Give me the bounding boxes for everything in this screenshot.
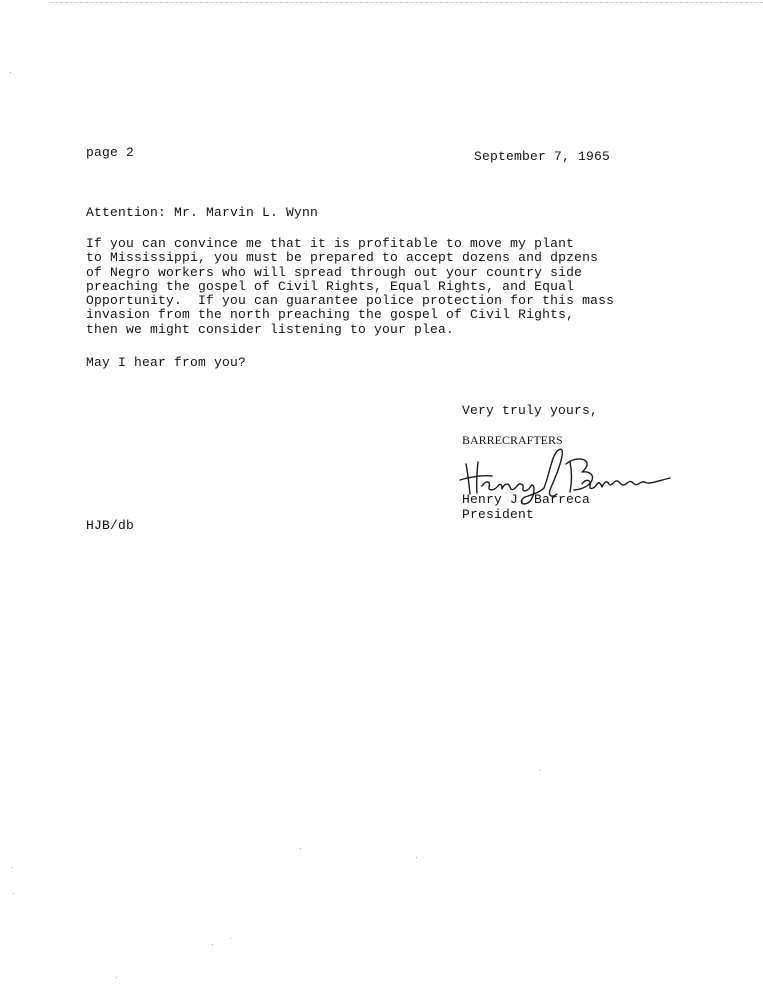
scan-speck [300, 848, 301, 849]
scan-speck [13, 893, 14, 894]
signer-name: Henry J. Barreca [462, 492, 591, 507]
scan-speck [12, 867, 13, 868]
letter-date: September 7, 1965 [474, 149, 611, 164]
closing-question: May I hear from you? [86, 355, 247, 370]
scan-speck [212, 944, 213, 945]
body-line: Opportunity. If you can guarantee police protection for this mass [86, 293, 615, 309]
body-line: of Negro workers who will spread through out your country side [86, 264, 583, 280]
complimentary-closing: Very truly yours, [462, 403, 599, 418]
attention-line: Attention: Mr. Marvin L. Wynn [86, 205, 319, 220]
body-line: If you can convince me that it is profitable to move my plant [86, 236, 575, 251]
company-name: BARRECRAFTERS [462, 433, 563, 447]
signer-title: President [462, 507, 535, 522]
page-number: page 2 [86, 145, 135, 160]
body-line: then we might consider listening to your plea. [86, 321, 455, 337]
scan-speck [230, 938, 231, 939]
body-line: invasion from the north preaching the gospel of Civil Rights, [86, 307, 575, 323]
scan-speck [540, 770, 541, 771]
scan-speck [416, 857, 417, 858]
top-dashed-rule [50, 2, 763, 3]
body-line: to Mississippi, you must be prepared to accept dozens and dpzens [86, 250, 599, 266]
reference-initials: HJB/db [86, 518, 135, 533]
scan-speck [10, 72, 11, 73]
body-line: preaching the gospel of Civil Rights, Equal Rights, and Equal [86, 278, 575, 294]
letter-body-paragraph [86, 237, 696, 337]
scan-speck [116, 977, 117, 978]
